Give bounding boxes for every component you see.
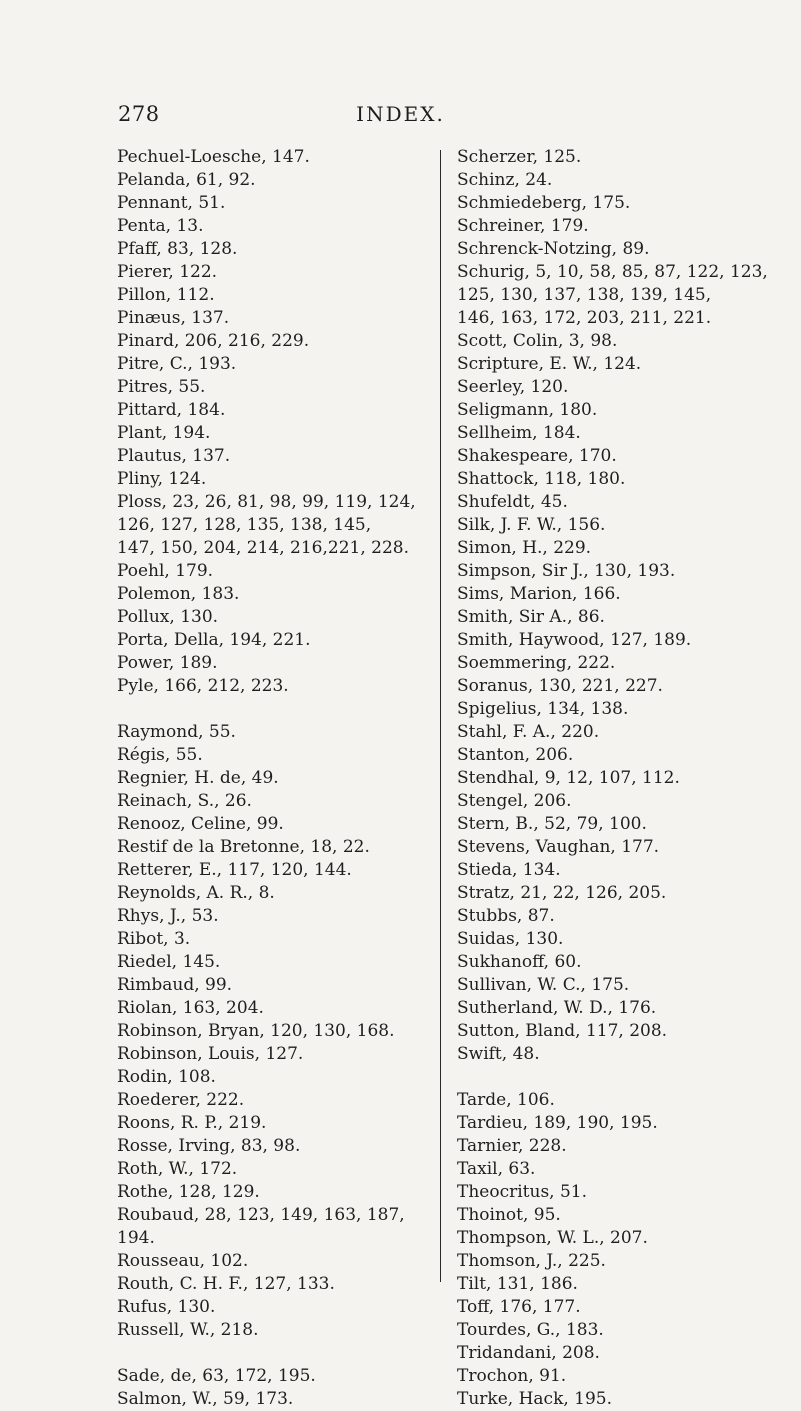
- index-entry: [457, 215, 757, 238]
- index-entry: [457, 1135, 757, 1158]
- index-entry-line: Toff, 176, 177.: [457, 1297, 581, 1317]
- index-entry-line: Sims, Marion, 166.: [457, 584, 621, 604]
- index-entry: [117, 376, 437, 399]
- index-entry: [117, 468, 437, 491]
- index-entry-line: Russell, W., 218.: [117, 1320, 259, 1340]
- index-entry-line: Régis, 55.: [117, 745, 203, 765]
- index-entry: [457, 698, 757, 721]
- index-entry: [117, 997, 437, 1020]
- index-entry: [457, 790, 757, 813]
- index-entry-line: 146, 163, 172, 203, 211, 221.: [457, 308, 712, 328]
- index-entry: [457, 1273, 757, 1296]
- index-entry-line: Scripture, E. W., 124.: [457, 354, 642, 374]
- index-entry-line: Pierer, 122.: [117, 262, 218, 282]
- index-group-p: [117, 146, 437, 698]
- index-entry-line: Power, 189.: [117, 653, 218, 673]
- index-entry-line: Rufus, 130.: [117, 1297, 216, 1317]
- index-entry-line: Routh, C. H. F., 127, 133.: [117, 1274, 335, 1294]
- index-entry: [117, 744, 437, 767]
- index-entry: [457, 537, 757, 560]
- index-entry-line: Taxil, 63.: [457, 1159, 536, 1179]
- index-entry-line: Pinard, 206, 216, 229.: [117, 331, 310, 351]
- index-entry: [457, 836, 757, 859]
- index-entry-line: Shattock, 118, 180.: [457, 469, 626, 489]
- index-entry-line: Tourdes, G., 183.: [457, 1320, 604, 1340]
- index-entry: [457, 1296, 757, 1319]
- index-group-s-start: [117, 1365, 437, 1411]
- index-entry-line: Renooz, Celine, 99.: [117, 814, 284, 834]
- page-title: INDEX.: [356, 102, 445, 126]
- index-entry-line: Polemon, 183.: [117, 584, 240, 604]
- index-entry-line: Regnier, H. de, 49.: [117, 768, 279, 788]
- index-entry-line: Riedel, 145.: [117, 952, 221, 972]
- index-entry-line: Pitre, C., 193.: [117, 354, 237, 374]
- index-entry: [117, 1020, 437, 1043]
- index-group-r: [117, 721, 437, 1342]
- index-entry-line: Roubaud, 28, 123, 149, 163, 187,: [117, 1205, 405, 1225]
- index-entry-line: Pyle, 166, 212, 223.: [117, 676, 289, 696]
- index-entry: [457, 652, 757, 675]
- index-entry-line: Seerley, 120.: [457, 377, 569, 397]
- index-entry: [117, 261, 437, 284]
- index-entry-line: Pittard, 184.: [117, 400, 226, 420]
- index-entry-line: Tilt, 131, 186.: [457, 1274, 578, 1294]
- index-entry-line: Simpson, Sir J., 130, 193.: [457, 561, 676, 581]
- index-entry-line: Pitres, 55.: [117, 377, 206, 397]
- index-group-s: [457, 146, 768, 1066]
- index-entry-line: Pliny, 124.: [117, 469, 207, 489]
- index-entry-line: Reinach, S., 26.: [117, 791, 252, 811]
- index-entry: [457, 376, 757, 399]
- index-entry: [117, 629, 437, 652]
- index-entry-line: Schurig, 5, 10, 58, 85, 87, 122, 123,: [457, 262, 768, 282]
- index-entry: [457, 675, 757, 698]
- index-entry: [457, 1204, 757, 1227]
- index-entry-line: Ploss, 23, 26, 81, 98, 99, 119, 124,: [117, 492, 416, 512]
- index-entry: [117, 560, 437, 583]
- index-entry: [457, 261, 768, 330]
- index-entry: [457, 1227, 757, 1250]
- index-entry-line: Tridandani, 208.: [457, 1343, 600, 1363]
- index-column-right: [457, 146, 768, 1411]
- index-entry-line: Schrenck-Notzing, 89.: [457, 239, 650, 259]
- index-entry: [117, 1296, 437, 1319]
- index-entry-line: Tarde, 106.: [457, 1090, 555, 1110]
- index-entry: [117, 146, 437, 169]
- index-entry-line: Silk, J. F. W., 156.: [457, 515, 606, 535]
- index-entry: [117, 1158, 437, 1181]
- index-entry-line: Thompson, W. L., 207.: [457, 1228, 648, 1248]
- index-entry: [457, 353, 757, 376]
- index-entry: [117, 882, 437, 905]
- index-entry-line: Stahl, F. A., 220.: [457, 722, 600, 742]
- index-entry: [117, 813, 437, 836]
- index-entry: [117, 1089, 437, 1112]
- index-entry: [117, 169, 437, 192]
- index-entry: [117, 974, 437, 997]
- index-entry-line: Pennant, 51.: [117, 193, 226, 213]
- index-entry-line: Raymond, 55.: [117, 722, 236, 742]
- index-entry: [117, 675, 437, 698]
- index-entry: [117, 1043, 437, 1066]
- index-entry-line: 147, 150, 204, 214, 216,221, 228.: [117, 538, 409, 558]
- index-entry: [457, 192, 757, 215]
- index-entry: [117, 1204, 437, 1250]
- index-group-t: [457, 1089, 757, 1411]
- index-entry: [457, 514, 757, 537]
- index-entry-line: Poehl, 179.: [117, 561, 214, 581]
- index-entry-line: Salmon, W., 59, 173.: [117, 1389, 294, 1409]
- index-entry: [457, 974, 757, 997]
- index-entry-line: Shufeldt, 45.: [457, 492, 568, 512]
- index-entry: [117, 721, 437, 744]
- index-entry: [457, 1388, 757, 1411]
- index-entry: [117, 606, 437, 629]
- index-entry: [117, 491, 437, 560]
- index-entry-line: Soranus, 130, 221, 227.: [457, 676, 663, 696]
- index-entry: [457, 238, 757, 261]
- index-entry-line: Trochon, 91.: [457, 1366, 567, 1386]
- index-entry-line: Pillon, 112.: [117, 285, 215, 305]
- index-entry: [457, 928, 757, 951]
- index-entry: [117, 951, 437, 974]
- index-entry-line: Reynolds, A. R., 8.: [117, 883, 275, 903]
- index-entry-line: Stieda, 134.: [457, 860, 561, 880]
- index-entry: [117, 238, 437, 261]
- index-entry: [457, 169, 757, 192]
- index-column-left: [117, 146, 437, 1411]
- index-entry: [117, 330, 437, 353]
- index-entry: [117, 445, 437, 468]
- index-entry: [117, 1135, 437, 1158]
- index-entry-line: Rhys, J., 53.: [117, 906, 219, 926]
- index-entry-line: Pinæus, 137.: [117, 308, 230, 328]
- index-entry: [117, 353, 437, 376]
- index-entry: [457, 146, 757, 169]
- index-entry-line: Scott, Colin, 3, 98.: [457, 331, 618, 351]
- index-entry-line: Tarnier, 228.: [457, 1136, 567, 1156]
- index-entry: [457, 399, 757, 422]
- index-entry: [457, 606, 757, 629]
- page-header: [0, 102, 801, 132]
- index-entry: [117, 1112, 437, 1135]
- index-entry-line: Sukhanoff, 60.: [457, 952, 582, 972]
- index-entry: [457, 1250, 757, 1273]
- index-entry: [117, 307, 437, 330]
- index-entry-line: Robinson, Bryan, 120, 130, 168.: [117, 1021, 395, 1041]
- index-entry: [117, 767, 437, 790]
- index-entry-line: Soemmering, 222.: [457, 653, 616, 673]
- index-entry-line: Rousseau, 102.: [117, 1251, 249, 1271]
- index-entry-line: Stern, B., 52, 79, 100.: [457, 814, 647, 834]
- index-entry: [457, 1319, 757, 1342]
- index-entry: [117, 215, 437, 238]
- index-entry: [457, 721, 757, 744]
- index-entry-line: 126, 127, 128, 135, 138, 145,: [117, 515, 372, 535]
- index-entry: [457, 951, 757, 974]
- index-entry: [457, 1342, 757, 1365]
- index-entry-line: Plant, 194.: [117, 423, 211, 443]
- index-entry: [117, 790, 437, 813]
- index-entry-line: Tardieu, 189, 190, 195.: [457, 1113, 658, 1133]
- index-entry-line: Rimbaud, 99.: [117, 975, 233, 995]
- index-entry: [117, 1181, 437, 1204]
- index-entry: [117, 399, 437, 422]
- index-entry: [457, 1089, 757, 1112]
- index-entry: [457, 491, 757, 514]
- index-entry-line: Ribot, 3.: [117, 929, 191, 949]
- index-entry-line: Roth, W., 172.: [117, 1159, 238, 1179]
- index-entry-line: Schmiedeberg, 175.: [457, 193, 631, 213]
- index-entry-line: Pelanda, 61, 92.: [117, 170, 256, 190]
- index-entry: [117, 1066, 437, 1089]
- index-entry-line: Porta, Della, 194, 221.: [117, 630, 311, 650]
- index-entry-line: Penta, 13.: [117, 216, 204, 236]
- index-entry-line: Shakespeare, 170.: [457, 446, 617, 466]
- index-entry-line: Stevens, Vaughan, 177.: [457, 837, 660, 857]
- column-divider: [440, 150, 441, 1282]
- index-entry: [457, 445, 757, 468]
- index-entry-line: Plautus, 137.: [117, 446, 231, 466]
- index-entry-line: Roons, R. P., 219.: [117, 1113, 267, 1133]
- group-spacer: [117, 1342, 437, 1365]
- index-entry-line: Stengel, 206.: [457, 791, 572, 811]
- index-entry: [457, 1020, 757, 1043]
- index-entry: [457, 767, 757, 790]
- index-entry-line: Seligmann, 180.: [457, 400, 598, 420]
- index-entry-line: Sade, de, 63, 172, 195.: [117, 1366, 316, 1386]
- index-entry-line: Rodin, 108.: [117, 1067, 216, 1087]
- index-entry: [117, 652, 437, 675]
- index-entry: [117, 928, 437, 951]
- index-entry: [117, 284, 437, 307]
- index-entry-line: Rothe, 128, 129.: [117, 1182, 260, 1202]
- index-entry-line: Sellheim, 184.: [457, 423, 581, 443]
- index-entry: [457, 1365, 757, 1388]
- index-entry: [117, 422, 437, 445]
- index-entry-line: Sullivan, W. C., 175.: [457, 975, 630, 995]
- index-entry-line: Pollux, 130.: [117, 607, 219, 627]
- group-spacer: [117, 698, 437, 721]
- index-entry-line: Swift, 48.: [457, 1044, 540, 1064]
- index-entry-line: Thomson, J., 225.: [457, 1251, 606, 1271]
- index-entry: [117, 905, 437, 928]
- index-entry: [117, 583, 437, 606]
- index-entry-line: Robinson, Louis, 127.: [117, 1044, 304, 1064]
- index-entry-line: 194.: [117, 1228, 155, 1248]
- index-entry: [117, 1388, 437, 1411]
- index-entry-line: Turke, Hack, 195.: [457, 1389, 613, 1409]
- index-entry-line: 125, 130, 137, 138, 139, 145,: [457, 285, 712, 305]
- page-number: 278: [118, 102, 160, 126]
- index-entry-line: Simon, H., 229.: [457, 538, 592, 558]
- index-entry: [117, 1273, 437, 1296]
- group-spacer: [457, 1066, 757, 1089]
- index-entry-line: Riolan, 163, 204.: [117, 998, 264, 1018]
- index-entry-line: Smith, Sir A., 86.: [457, 607, 605, 627]
- index-entry-line: Rosse, Irving, 83, 98.: [117, 1136, 301, 1156]
- index-entry-line: Schreiner, 179.: [457, 216, 589, 236]
- index-entry: [457, 997, 757, 1020]
- index-entry: [117, 1250, 437, 1273]
- index-entry: [457, 422, 757, 445]
- index-entry-line: Schinz, 24.: [457, 170, 553, 190]
- index-entry-line: Spigelius, 134, 138.: [457, 699, 629, 719]
- index-entry-line: Roederer, 222.: [117, 1090, 245, 1110]
- index-entry-line: Restif de la Bretonne, 18, 22.: [117, 837, 370, 857]
- index-entry: [117, 1365, 437, 1388]
- index-entry-line: Scherzer, 125.: [457, 147, 582, 167]
- index-entry: [457, 744, 757, 767]
- index-entry: [457, 1158, 757, 1181]
- index-entry-line: Stendhal, 9, 12, 107, 112.: [457, 768, 680, 788]
- index-entry-line: Theocritus, 51.: [457, 1182, 588, 1202]
- index-entry: [117, 1319, 437, 1342]
- index-entry: [457, 1112, 757, 1135]
- index-entry: [457, 905, 757, 928]
- index-entry: [117, 192, 437, 215]
- index-entry-line: Pfaff, 83, 128.: [117, 239, 238, 259]
- index-entry: [457, 1043, 757, 1066]
- index-entry: [457, 1181, 757, 1204]
- index-entry: [457, 813, 757, 836]
- index-entry-line: Stratz, 21, 22, 126, 205.: [457, 883, 667, 903]
- index-entry-line: Stubbs, 87.: [457, 906, 555, 926]
- index-entry: [457, 583, 757, 606]
- index-entry: [117, 836, 437, 859]
- index-entry: [457, 330, 757, 353]
- index-entry: [117, 859, 437, 882]
- index-entry: [457, 560, 757, 583]
- index-entry-line: Sutherland, W. D., 176.: [457, 998, 657, 1018]
- index-entry: [457, 859, 757, 882]
- index-entry-line: Smith, Haywood, 127, 189.: [457, 630, 692, 650]
- index-entry-line: Stanton, 206.: [457, 745, 574, 765]
- index-entry: [457, 629, 757, 652]
- index-entry-line: Suidas, 130.: [457, 929, 564, 949]
- index-entry-line: Sutton, Bland, 117, 208.: [457, 1021, 668, 1041]
- index-entry-line: Thoinot, 95.: [457, 1205, 561, 1225]
- index-entry: [457, 882, 757, 905]
- index-entry-line: Retterer, E., 117, 120, 144.: [117, 860, 352, 880]
- index-entry-line: Pechuel-Loesche, 147.: [117, 147, 310, 167]
- index-entry: [457, 468, 757, 491]
